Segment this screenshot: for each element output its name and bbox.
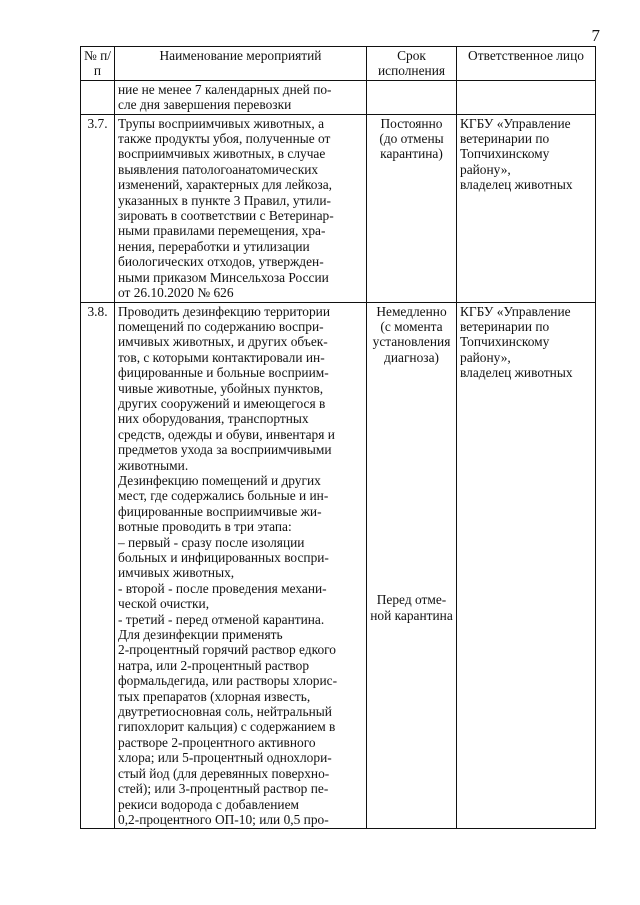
row-name-line: восприимчивых животных, в случае xyxy=(118,146,326,162)
row-name-line: от 26.10.2020 № 626 xyxy=(118,285,234,301)
row-name-line: изменений, характерных для лейкоза, xyxy=(118,177,333,193)
row-term xyxy=(367,80,457,114)
row-name-line: тов, с которыми контактировали ин- xyxy=(118,349,325,365)
row-name-line: – первый - сразу после изоляции xyxy=(118,534,305,550)
row-name-line: средств, одежды и обуви, инвентаря и xyxy=(118,426,335,442)
row-name-line: гипохлорит кальция) с содержанием в xyxy=(118,719,336,735)
row-name-line: 0,2-процентного ОП-10; или 0,5 про- xyxy=(118,811,329,827)
row-name-line: Трупы восприимчивых животных, а xyxy=(118,115,325,131)
row-name-line: - второй - после проведения механи- xyxy=(118,580,327,596)
page-number: 7 xyxy=(591,26,600,45)
row-name-line: животными. xyxy=(118,457,189,473)
header-term: Срок исполнения xyxy=(367,47,457,81)
row-name-line: ными правилами перемещения, хра- xyxy=(118,223,326,239)
row-num xyxy=(81,80,115,114)
row-name-line: стей); или 3-процентный раствор пе- xyxy=(118,781,329,797)
row-responsible-line: району», xyxy=(460,349,511,365)
row-name-line: имчивых животных, xyxy=(118,565,235,581)
row-name-line: фицированные и больные восприим- xyxy=(118,365,329,381)
row-name-line: зировать в соответствии с Ветеринар- xyxy=(118,208,334,224)
row-responsible xyxy=(457,80,596,114)
row-term xyxy=(367,114,457,302)
row-name-line: нения, переработки и утилизации xyxy=(118,238,310,254)
header-responsible: Ответственное лицо xyxy=(457,47,596,81)
row-responsible-line: КГБУ «Управление xyxy=(460,115,571,131)
row-name-line: стый йод (для деревянных поверхно- xyxy=(118,765,330,781)
row-name-line: Проводить дезинфекцию территории xyxy=(118,303,330,319)
table-row-3-7 xyxy=(81,114,596,302)
row-name-line: чивые животные, убойных пунктов, xyxy=(118,380,324,396)
row-term-line: Перед отме- xyxy=(376,592,447,608)
row-name-line: ние не менее 7 календарных дней по- xyxy=(118,81,332,97)
row-responsible-line: Топчихинскому xyxy=(460,146,550,162)
row-name-line: - третий - перед отменой карантина. xyxy=(118,611,325,627)
row-term-line: ной карантина xyxy=(370,607,453,623)
row-term-line: диагноза) xyxy=(384,349,439,365)
row-term-line: Немедленно xyxy=(376,303,447,319)
row-term-line: Постоянно xyxy=(380,115,443,131)
row-num: 3.8. xyxy=(81,302,115,829)
row-name-line: ными приказом Минсельхоза России xyxy=(118,269,329,285)
row-name-line: больных и инфицированных воспри- xyxy=(118,550,329,565)
row-name-line: указанных в пункте 3 Правил, утили- xyxy=(118,192,331,208)
row-responsible xyxy=(457,302,596,829)
table-row-continuation xyxy=(81,80,596,114)
row-term-line: (с момента xyxy=(380,318,443,334)
row-responsible-line: владелец животных xyxy=(460,177,573,193)
row-responsible-line: ветеринарии по xyxy=(460,131,550,147)
row-name-line: Для дезинфекции применять xyxy=(118,627,283,643)
table-header-row xyxy=(81,47,596,81)
row-name-line: них оборудования, транспортных xyxy=(118,411,309,427)
row-name-line: мест, где содержались больные и ин- xyxy=(118,488,329,504)
measures-table xyxy=(80,46,596,829)
row-name-line: предметов ухода за восприимчивыми xyxy=(118,442,332,458)
row-name xyxy=(115,80,367,114)
row-responsible xyxy=(457,114,596,302)
row-term-line: установления xyxy=(372,334,451,350)
header-name: Наименование мероприятий xyxy=(115,47,367,81)
row-responsible-line: владелец животных xyxy=(460,365,573,381)
row-name xyxy=(115,114,367,302)
row-name-line: биологических отходов, утвержден- xyxy=(118,254,324,270)
row-name-line: помещений по содержанию воспри- xyxy=(118,318,324,334)
row-name-line: ческой очистки, xyxy=(118,596,210,612)
row-name-line: выявления патологоанатомических xyxy=(118,161,319,177)
row-name-line: натра, или 2-процентный раствор xyxy=(118,657,310,673)
row-name xyxy=(115,302,367,829)
row-term-line: карантина) xyxy=(380,146,443,162)
row-term-gap xyxy=(370,365,453,592)
row-term xyxy=(367,302,457,829)
row-name-line: двутретиосновная соль, нейтральный xyxy=(118,704,332,720)
row-name-line: также продукты убоя, полученные от xyxy=(118,131,331,147)
row-term-line: (до отмены xyxy=(379,131,444,147)
table-row-3-8 xyxy=(81,302,596,829)
row-responsible-line: КГБУ «Управление xyxy=(460,303,571,319)
row-name-line: тых препаратов (хлорная известь, xyxy=(118,688,311,704)
header-num: № п/п xyxy=(81,47,115,81)
row-name-line: вотные проводить в три этапа: xyxy=(118,519,292,535)
row-name-line: имчивых животных, и других объек- xyxy=(118,334,328,350)
row-name-line: 2-процентный горячий раствор едкого xyxy=(118,642,336,658)
row-name-line: формальдегида, или растворы хлорис- xyxy=(118,673,338,689)
row-responsible-line: району», xyxy=(460,161,511,177)
row-name-line: фицированные восприимчивые жи- xyxy=(118,503,322,519)
row-name-line: Дезинфекцию помещений и других xyxy=(118,472,321,488)
row-name-line: других сооружений и имеющегося в xyxy=(118,395,326,411)
row-responsible-line: ветеринарии по xyxy=(460,318,550,334)
row-responsible-line: Топчихинскому xyxy=(460,334,550,350)
row-name-line: растворе 2-процентного активного xyxy=(118,734,316,750)
row-name-line: хлора; или 5-процентный однохлори- xyxy=(118,750,332,766)
row-name-line: рекиси водорода с добавлением xyxy=(118,796,300,812)
row-num: 3.7. xyxy=(81,114,115,302)
row-name-line: сле дня завершения перевозки xyxy=(118,97,292,113)
